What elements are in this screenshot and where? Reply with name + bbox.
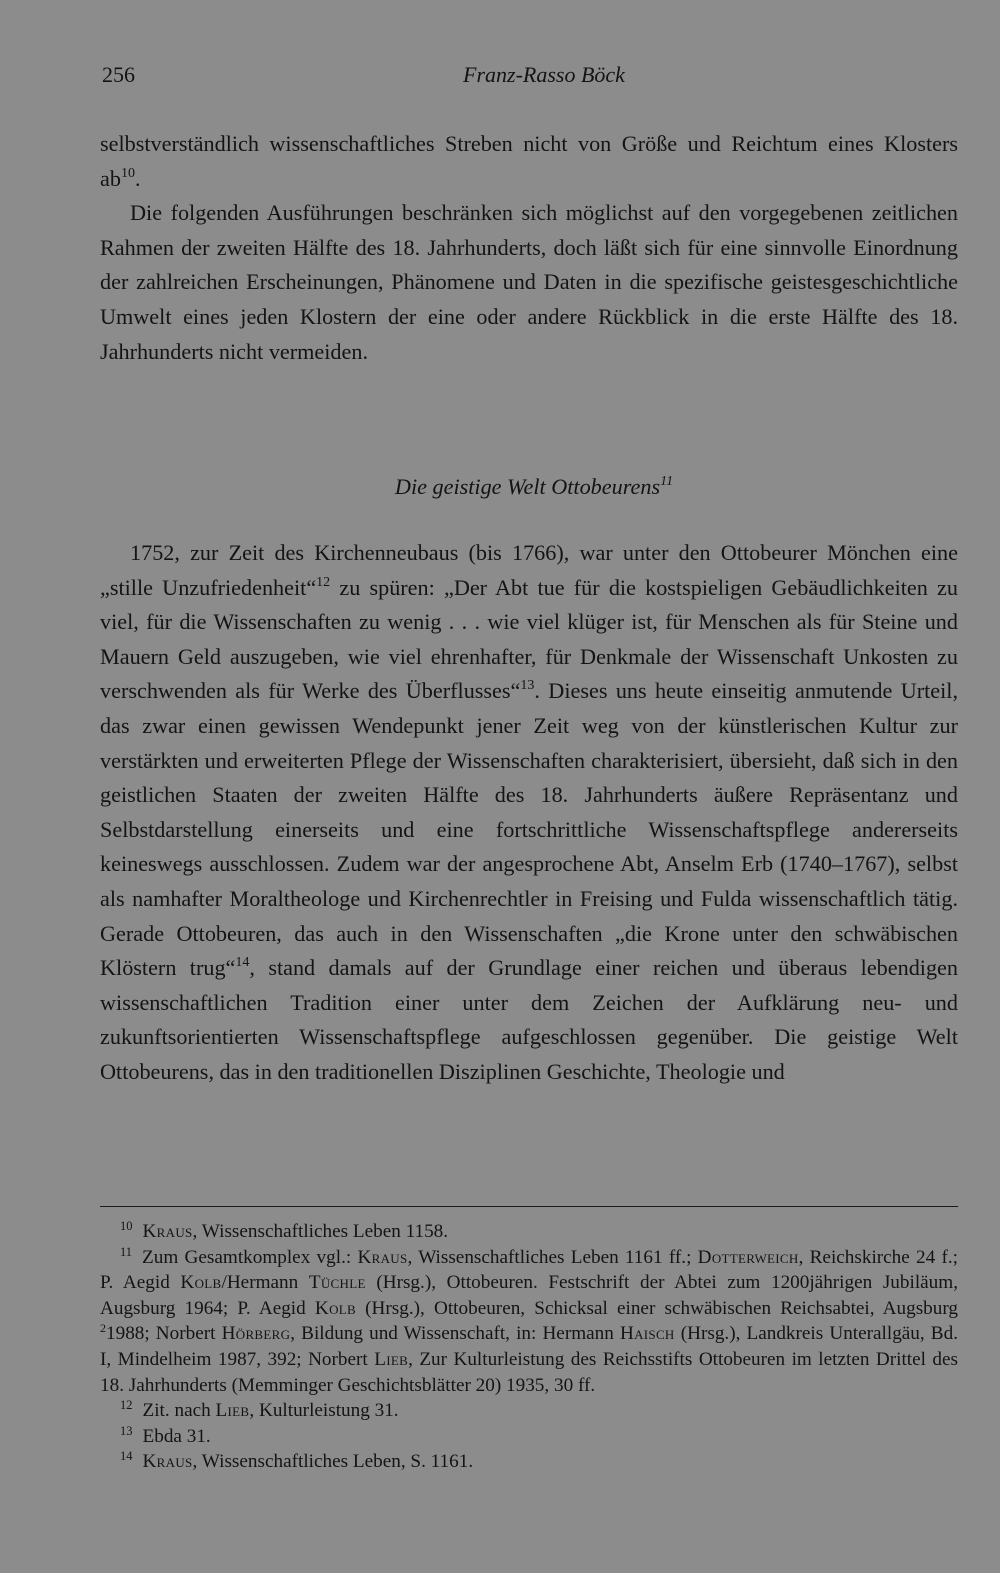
footnote-mark: 13 bbox=[120, 1423, 133, 1438]
paragraph-scope: Die folgenden Ausführungen beschränken sich möglichst auf den vorgegebenen zeitlichen Rahmen der zweiten Hälfte des 18. Jahrhunderts, doch läßt sich für eine sinnvolle Einordnung der zahlreichen Erscheinungen, Phänomene und Daten in die spezifische geistesgeschichtliche Umwelt eines jeden Klostern der eine oder andere Rückblick in die erste Hälfte des 18. Jahrhunderts nicht vermeiden. bbox=[100, 200, 958, 364]
footnote-14: $^{14}$ Kraus, Wissenschaftliches Leben, S. 1161. bbox=[120, 1449, 474, 1473]
footnote-ref-11[interactable]: 11 bbox=[660, 474, 674, 489]
footnote-mark: 11 bbox=[120, 1244, 133, 1259]
footnote-ref-10[interactable]: 10 bbox=[120, 165, 135, 181]
intro-text-block bbox=[100, 127, 958, 369]
footnotes bbox=[100, 1219, 958, 1475]
footnote-11: $^{11}$ Zum Gesamtkomplex vgl.: Kraus, Wissenschaftliches Leben 1161 ff.; Dotterweich, Reichskirche 24 f.; P. Aegid Kolb/Hermann Tüchle (Hrsg.), Ottobeuren. Festschrift der Abtei zum 1200jährigen Jubiläum, Augsburg 1964; P. Aegid Kolb (Hrsg.), Ottobeuren, Schicksal einer schwäbischen Reichsabtei, Augsburg $^2$1988; Norbert Hörberg, Bildung und Wissenschaft, in: Hermann Haisch (Hrsg.), Landkreis Unterallgäu, Bd. I, Mindelheim 1987, 392; Norbert Lieb, Zur Kulturleistung des Reichsstifts Ottobeuren im letzten Drittel des 18. Jahrhunderts (Memminger Geschichtsblätter 20) 1935, 30 ff. bbox=[100, 1244, 958, 1396]
page-number: 256 bbox=[102, 62, 135, 87]
footnote-10: $^{10}$ Kraus, Wissenschaftliches Leben 1158. bbox=[120, 1219, 449, 1242]
footnote-ref-13[interactable]: 13 bbox=[520, 678, 535, 694]
paragraph-continuation: selbstverständlich wissenschaftliches Streben nicht von Größe und Reichtum eines Klosters $ab^{10}$. bbox=[100, 131, 958, 191]
footnote-ref-12[interactable]: 12 bbox=[316, 574, 331, 590]
footnote-mark: 14 bbox=[120, 1449, 133, 1464]
section-text-block bbox=[100, 536, 958, 1090]
section-heading: Die geistige Welt Ottobeurens$^{11}$ bbox=[394, 474, 674, 499]
footnote-mark: 10 bbox=[120, 1219, 133, 1233]
footnote-separator bbox=[100, 1206, 958, 1207]
page-header bbox=[100, 62, 958, 92]
footnote-mark: 12 bbox=[120, 1398, 133, 1413]
paragraph-ottobeuren: 1752, zur Zeit des Kirchenneubaus (bis 1766), war unter den Ottobeurer Mönchen eine „stille Unzufriedenheit“$^{12}$ zu spüren: „Der Abt tue für die kostspieligen Gebäudlichkeiten zu viel, für die Wissenschaften zu wenig . . . wie viel klüger ist, für Menschen als für Steine und Mauern Geld auszugeben, wie viel ehrenhafter, für Denkmale der Wissenschaft Unkosten zu verschwenden als für Werke des Überflusses“$^{13}$. Dieses uns heute einseitig anmutende Urteil, das zwar einen gewissen Wendepunkt jener Zeit weg von der künstlerischen Kultur zur verstärkten und erweiterten Pflege der Wissenschaften charakterisiert, übersieht, daß sich in den geistlichen Staaten der zweiten Hälfte des 18. Jahrhunderts äußere Repräsentanz und Selbstdarstellung einerseits und eine fortschrittliche Wissenschaftspflege andererseits keineswegs ausschlossen. Zudem war der angesprochene Abt, Anselm Erb (1740–1767), selbst als namhafter Moraltheologe und Kirchenrechtler in Freising und Fulda wissenschaftlich tätig. Gerade Ottobeuren, das auch in den Wissenschaften „die Krone unter den schwäbischen Klöstern trug“$^{14}$, stand damals auf der Grundlage einer reichen und überaus lebendigen wissenschaftlichen Tradition einer unter dem Zeichen der Aufklärung neu- und zukunftsorientierten Wissenschaftspflege aufgeschlossen gegenüber. Die geistige Welt Ottobeurens, das in den traditionellen Disziplinen Geschichte, Theologie und bbox=[100, 540, 958, 1084]
running-title: Franz-Rasso Böck bbox=[463, 62, 625, 87]
footnote-13: $^{13}$ Ebda 31. bbox=[120, 1423, 211, 1447]
edition-superscript: 2 bbox=[100, 1321, 106, 1336]
footnote-ref-14[interactable]: 14 bbox=[235, 955, 250, 971]
footnote-12: $^{12}$ Zit. nach Lieb, Kulturleistung 31. bbox=[120, 1398, 399, 1422]
